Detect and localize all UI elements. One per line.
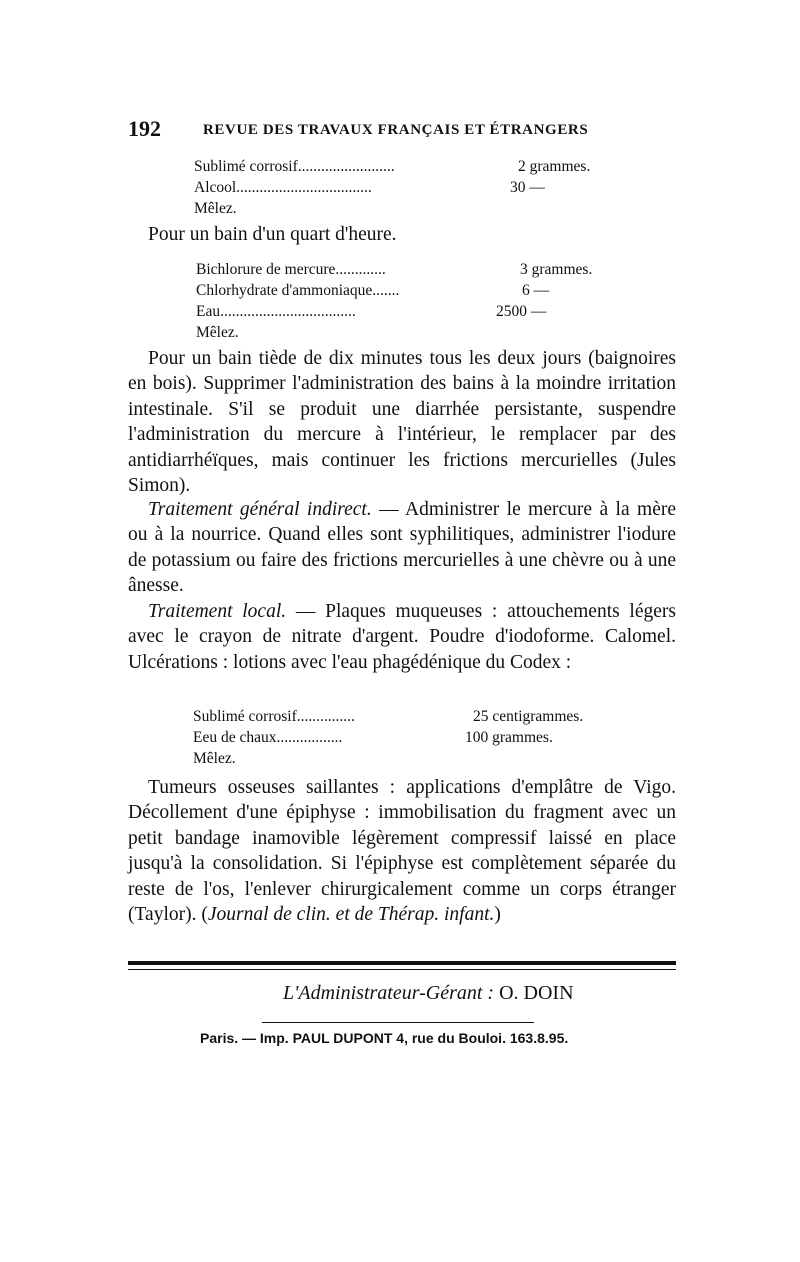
section-title-traitement-local: Traitement local. [148,601,287,622]
formula-row [194,156,634,177]
page-header [128,116,676,150]
ingredient-quantity: 2 grammes. [518,158,591,175]
ingredient-quantity: 3 grammes. [520,261,593,278]
tumeurs-close: ) [494,904,501,926]
section-title-traitement-general: Traitement général indirect. [148,499,372,520]
tumeurs-text: Tumeurs osseuses saillantes : applications d'emplâtre de Vigo. Décollement d'une épiphyse : immobilisation du fragment avec un petit bandage inamovible légèrement compressif laissé en place jusqu'à la consolidation. Si l'épiphyse est complètement séparée du reste de l'os, l'enlever chirurgicalement comme un corps étranger (Taylor). ( [128,777,676,926]
paragraph-bain-tiede: Pour un bain tiède de dix minutes tous les deux jours (baignoires en bois). Supprimer l'administration des bains à la moindre irritation intestinale. S'il se produit une diarrhée persistante, suspendre l'administration du mercure à l'intérieur, le remplacer par des antidiarrhéïques, mais continuer les frictions mercurielles (Jules Simon). [128,348,676,497]
divider-thin [128,969,676,970]
journal-source: Journal de clin. et de Thérap. infant. [207,904,495,926]
formula-3 [193,706,623,769]
ingredient-name: Sublimé corrosif......................... [194,158,395,175]
paragraph-tumeurs-osseuses [128,775,676,927]
ingredient-quantity: 30 — [510,179,545,196]
formula-row [194,177,634,198]
formula-row [193,727,623,748]
formula-row [196,280,626,301]
ingredient-quantity: 25 centigrammes. [473,708,584,725]
formula-1 [194,156,634,219]
signature-name: O. DOIN [499,982,574,1004]
signature-line [283,982,574,1005]
ingredient-name: Sublimé corrosif............... [193,708,355,725]
paragraph-traitement-local [128,599,676,675]
formula-2 [196,259,626,343]
ingredient-name: Chlorhydrate d'ammoniaque....... [196,282,400,299]
page-number: 192 [128,116,161,141]
formula-mix: Mêlez. [196,324,239,341]
printer-imprint: Paris. — Imp. PAUL DUPONT 4, rue du Bouloi. 163.8.95. [200,1030,569,1046]
ingredient-quantity: 2500 — [496,303,547,320]
divider-thick [128,961,676,965]
ingredient-name: Eau................................... [196,303,356,320]
traitement-general-text: — Administrer le mercure à la mère ou à la nourrice. Quand elles sont syphilitiques, administrer l'iodure de potassium ou faire des frictions mercurielles à une chèvre ou à une ânesse. [128,499,676,597]
formula-row [193,706,623,727]
signature-role: L'Administrateur-Gérant : [283,982,495,1004]
divider-short [262,1022,534,1023]
paragraph-traitement-general [128,497,676,599]
running-head: REVUE DES TRAVAUX FRANÇAIS ET ÉTRANGERS [203,122,589,138]
ingredient-name: Alcool................................... [194,179,372,196]
ingredient-name: Bichlorure de mercure............. [196,261,386,278]
formula-row [196,259,626,280]
paragraph-bain-quart-heure: Pour un bain d'un quart d'heure. [148,224,397,245]
traitement-local-text: — Plaques muqueuses : attouchements légers avec le crayon de nitrate d'argent. Poudre d'iodoforme. Calomel. Ulcérations : lotions avec l'eau phagédénique du Codex : [128,601,676,673]
formula-mix: Mêlez. [194,200,237,217]
ingredient-quantity: 100 grammes. [465,729,553,746]
formula-row [196,301,626,322]
ingredient-name: Eeu de chaux................. [193,729,343,746]
ingredient-quantity: 6 — [522,282,550,299]
formula-mix: Mêlez. [193,750,236,767]
